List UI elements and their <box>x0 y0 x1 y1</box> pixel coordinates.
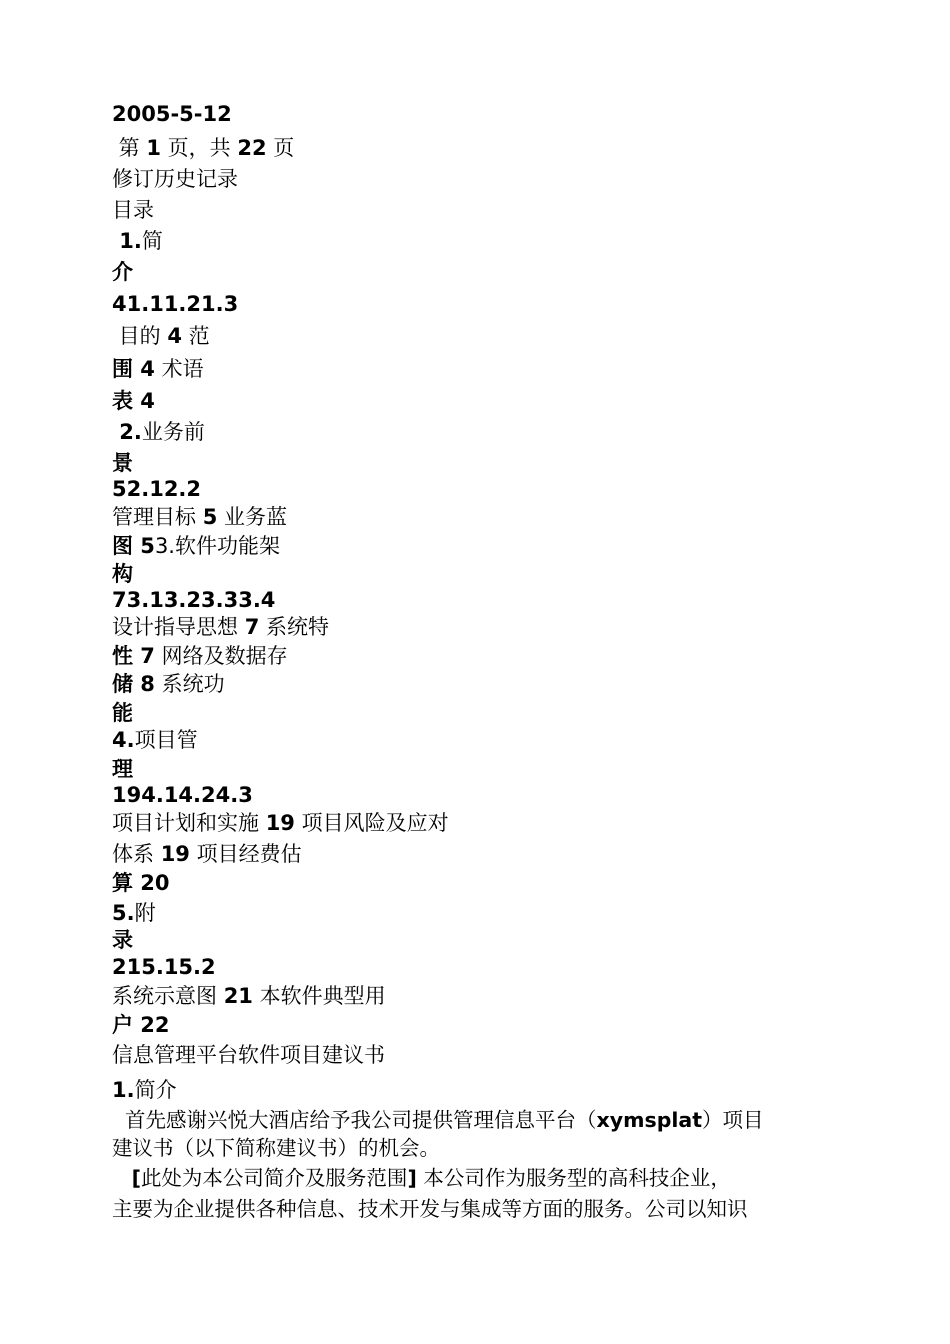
text-line <box>112 781 253 809</box>
text-line <box>112 926 133 954</box>
text-line <box>112 100 232 128</box>
text-segment: 业务蓝 <box>217 505 287 529</box>
text-segment: 体系 <box>112 842 161 866</box>
text-segment: 4 <box>167 324 182 348</box>
text-line <box>112 322 210 350</box>
text-segment: 21 <box>223 984 253 1008</box>
text-segment: 建议书（以下简称建议书）的机会。 <box>112 1136 440 1160</box>
text-line <box>112 1076 177 1104</box>
text-segment: 简介 <box>134 1078 177 1102</box>
text-segment: 户 22 <box>112 1013 170 1037</box>
text-segment: 范 <box>181 324 210 348</box>
text-line <box>112 1041 385 1069</box>
text-segment: 围 <box>112 357 133 381</box>
text-segment: 主要为企业提供各种信息、技术开发与集成等方面的服务。公司以知识 <box>112 1197 748 1221</box>
text-segment: 管理目标 <box>112 505 203 529</box>
text-segment: 5. <box>112 901 135 925</box>
text-line <box>112 869 170 897</box>
text-segment: 4 <box>133 357 155 381</box>
text-segment: 算 20 <box>112 871 170 895</box>
text-line <box>112 227 163 255</box>
text-segment: 系统示意图 <box>112 984 224 1008</box>
text-line <box>112 532 280 560</box>
text-segment: 2. <box>112 420 142 444</box>
text-line <box>112 755 133 783</box>
text-line <box>112 449 133 477</box>
text-segment: 5 <box>202 505 218 529</box>
text-segment: 4. <box>112 728 135 752</box>
text-segment: 2005-5-12 <box>112 102 232 126</box>
text-segment: 73.13.23.33.4 <box>112 588 276 612</box>
text-line <box>112 953 216 981</box>
text-segment: 7 <box>244 615 260 639</box>
text-segment: 本公司作为服务型的高科技企业， <box>416 1166 731 1190</box>
text-segment: 目的 <box>112 324 168 348</box>
text-line <box>112 726 198 754</box>
text-segment: 性 7 <box>112 644 155 668</box>
text-segment: [ <box>131 1166 141 1190</box>
text-line <box>112 840 302 868</box>
text-segment: 第 <box>112 136 147 160</box>
text-line <box>112 475 201 503</box>
text-segment: 215.15.2 <box>112 955 216 979</box>
text-segment: 目录 <box>112 198 154 222</box>
text-segment: 此处为本公司简介及服务范围 <box>140 1166 408 1190</box>
text-segment: 1. <box>112 229 142 253</box>
text-line <box>112 809 449 837</box>
text-segment: 页 <box>266 136 295 160</box>
text-line <box>112 196 154 224</box>
text-segment: 简 <box>141 229 163 253</box>
text-segment: ] <box>407 1166 417 1190</box>
text-line <box>112 1164 731 1192</box>
text-segment: 194.14.24.3 <box>112 783 253 807</box>
text-segment: 项目计划和实施 <box>112 811 266 835</box>
text-line <box>112 134 294 162</box>
text-segment: 本软件典型用 <box>252 984 386 1008</box>
text-segment: 附 <box>134 901 156 925</box>
text-line <box>112 642 288 670</box>
text-segment: 构 <box>112 562 133 586</box>
text-line <box>112 1106 764 1134</box>
text-line <box>112 1195 748 1223</box>
text-line <box>112 418 205 446</box>
text-segment: 能 <box>112 701 133 725</box>
text-line <box>112 586 275 614</box>
text-segment: 1 <box>146 136 161 160</box>
text-segment: 设计指导思想 <box>112 615 245 639</box>
text-segment <box>112 1166 132 1190</box>
text-line <box>112 982 386 1010</box>
text-segment: 景 <box>112 451 133 475</box>
text-line <box>112 699 133 727</box>
text-line <box>112 899 156 927</box>
text-segment: ）项目 <box>702 1108 764 1132</box>
text-segment: 52.12.2 <box>112 477 202 501</box>
text-line <box>112 290 238 318</box>
text-segment: 41.11.21.3 <box>112 292 239 316</box>
text-segment: 首先感谢兴悦大酒店给予我公司提供管理信息平台（ <box>112 1108 597 1132</box>
text-line <box>112 1011 170 1039</box>
text-segment: 录 <box>112 928 133 952</box>
text-segment: 表 4 <box>112 389 155 413</box>
text-segment: 业务前 <box>141 420 205 444</box>
text-segment: 项目管 <box>134 728 198 752</box>
text-segment: 项目风险及应对 <box>294 811 449 835</box>
text-line <box>112 503 287 531</box>
text-segment: 系统特 <box>259 615 329 639</box>
text-segment: xymsplat <box>596 1108 703 1132</box>
text-segment: 理 <box>112 757 133 781</box>
text-segment: 1. <box>112 1078 135 1102</box>
text-segment: 术语 <box>154 357 204 381</box>
text-line <box>112 355 204 383</box>
text-segment: 储 8 <box>112 672 155 696</box>
text-segment: 3.软件功能架 <box>154 534 280 558</box>
text-segment: 网络及数据存 <box>154 644 288 668</box>
text-segment: 页，共 <box>160 136 238 160</box>
text-line <box>112 560 133 588</box>
text-line <box>112 387 155 415</box>
text-segment: 19 <box>160 842 190 866</box>
text-segment: 修订历史记录 <box>112 167 238 191</box>
text-segment: 系统功 <box>154 672 225 696</box>
text-segment: 22 <box>237 136 267 160</box>
text-line <box>112 1134 440 1162</box>
text-line <box>112 258 133 286</box>
text-line <box>112 670 225 698</box>
text-line <box>112 165 238 193</box>
text-line <box>112 613 329 641</box>
text-segment: 19 <box>265 811 295 835</box>
text-segment: 图 5 <box>112 534 155 558</box>
text-segment: 信息管理平台软件项目建议书 <box>112 1043 385 1067</box>
text-segment: 介 <box>112 260 133 284</box>
text-segment: 项目经费估 <box>189 842 302 866</box>
